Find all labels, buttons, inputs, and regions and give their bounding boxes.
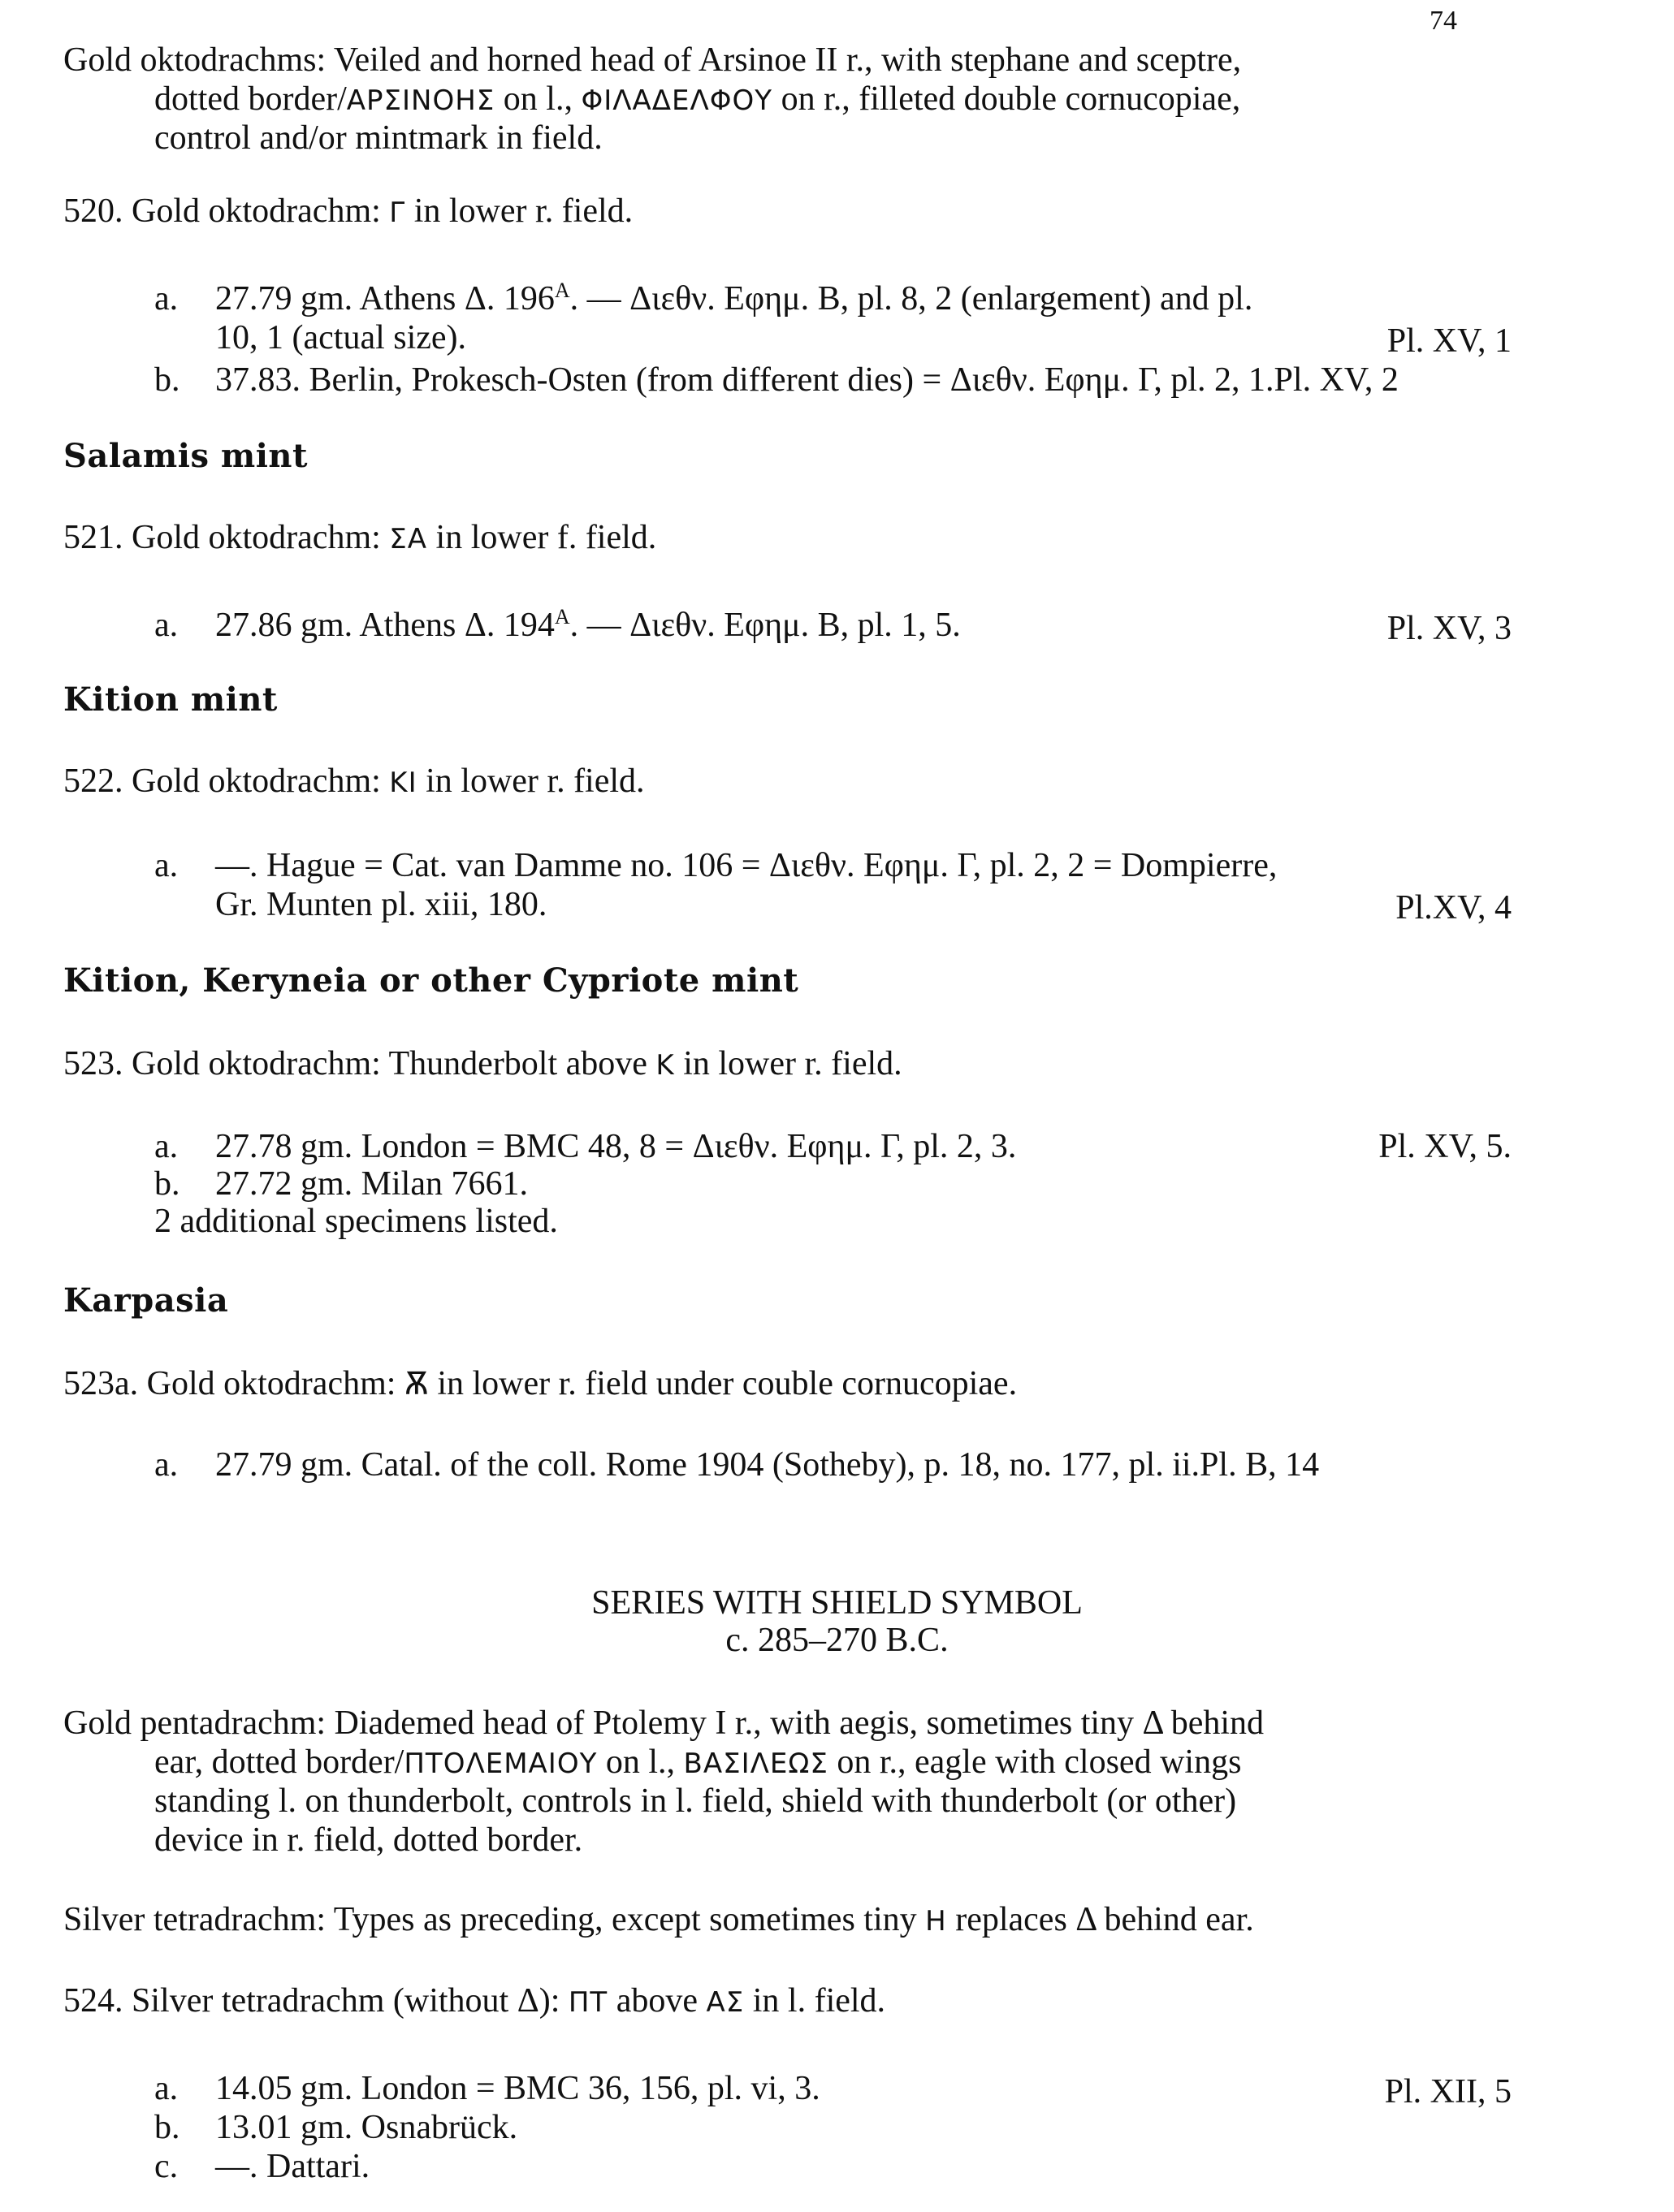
- entry-520-b-letter: b.: [154, 361, 180, 399]
- intro-line-3: control and/or mintmark in field.: [154, 119, 603, 157]
- entry-524-a-plate: Pl. XII, 5: [1384, 2073, 1512, 2110]
- entry-text: 523. Gold oktodrachm: Thunderbolt above: [63, 1045, 656, 1082]
- entry-524-c-letter: c.: [154, 2148, 179, 2185]
- greek-legend-ptolemaiou: ΠΤΟΛΕΜΑΙΟΥ: [404, 1748, 598, 1780]
- entry-520-b-line: 37.83. Berlin, Prokesch-Osten (from different dies) = Διεθν. Εφημ. Γ, pl. 2, 1.Pl. XV, 2: [215, 361, 1399, 399]
- entry-523-title: [63, 1044, 902, 1085]
- entry-521-a-line: [215, 606, 961, 645]
- entry-text: above: [608, 1982, 707, 2020]
- entry-520-title: [63, 192, 633, 232]
- para-text: replaces Δ behind ear.: [946, 1901, 1254, 1938]
- entry-524-b-letter: b.: [154, 2109, 180, 2146]
- entry-text: 521. Gold oktodrachm:: [63, 519, 390, 556]
- para-text: on r., eagle with closed wings: [828, 1743, 1242, 1781]
- entry-text: 523a. Gold oktodrachm:: [63, 1365, 404, 1402]
- tetradrachm-line: [63, 1900, 1254, 1941]
- pentadrachm-line-2: [154, 1743, 1241, 1783]
- mintmark-symbol: Γ: [389, 197, 406, 229]
- entry-text: in lower f. field.: [427, 519, 657, 556]
- entry-text: 27.79 gm. Athens Δ. 196: [215, 280, 555, 318]
- entry-text: in lower r. field.: [417, 763, 645, 800]
- mintmark-symbol: ΠΤ: [568, 1986, 608, 2019]
- mintmark-symbol: ΚΙ: [389, 767, 417, 799]
- entry-524-a-line: 14.05 gm. London = BMC 36, 156, pl. vi, 3.: [215, 2070, 820, 2107]
- entry-text: 520. Gold oktodrachm:: [63, 192, 390, 230]
- entry-522-a-plate: Pl.XV, 4: [1395, 889, 1512, 927]
- entry-text: 524. Silver tetradrachm (without Δ):: [63, 1982, 569, 2020]
- entry-524-b-line: 13.01 gm. Osnabrück.: [215, 2109, 518, 2146]
- entry-521-a-letter: a.: [154, 607, 179, 644]
- mintmark-symbol: Η: [925, 1905, 947, 1938]
- entry-522-a-letter: a.: [154, 847, 179, 884]
- entry-520-a-line1: [215, 279, 1252, 318]
- series-title: SERIES WITH SHIELD SYMBOL: [591, 1584, 1083, 1622]
- entry-524-a-letter: a.: [154, 2070, 179, 2107]
- intro-text: on r., filleted double cornucopiae,: [772, 80, 1241, 118]
- entry-522-a-line1: —. Hague = Cat. van Damme no. 106 = Διεθν. Εφημ. Γ, pl. 2, 2 = Dompierre,: [215, 847, 1278, 884]
- intro-text: on l.,: [495, 80, 582, 118]
- entry-text: in lower r. field under couble cornucopiae.: [428, 1365, 1018, 1402]
- entry-text: in lower r. field.: [405, 192, 634, 230]
- para-text: Silver tetradrachm: Types as preceding, except sometimes tiny: [63, 1901, 926, 1938]
- entry-524-c-line: —. Dattari.: [215, 2148, 370, 2185]
- page-number: 74: [1430, 6, 1457, 36]
- para-text: ear, dotted border/: [154, 1743, 404, 1781]
- greek-legend-basileos: ΒΑΣΙΛΕΩΣ: [683, 1748, 828, 1780]
- entry-523-note: 2 additional specimens listed.: [154, 1203, 558, 1240]
- monogram-symbol: Ѫ: [404, 1366, 429, 1402]
- entry-text: . — Διεθν. Εφημ. Β, pl. 8, 2 (enlargement) and pl.: [569, 280, 1253, 318]
- entry-522-a-line2: Gr. Munten pl. xiii, 180.: [215, 886, 547, 923]
- entry-text: . — Διεθν. Εφημ. Β, pl. 1, 5.: [569, 607, 961, 644]
- entry-text: 27.86 gm. Athens Δ. 194: [215, 607, 555, 644]
- pentadrachm-line-4: device in r. field, dotted border.: [154, 1821, 583, 1859]
- entry-520-a-letter: a.: [154, 280, 179, 318]
- entry-523-b-line: 27.72 gm. Milan 7661.: [215, 1165, 528, 1203]
- mintmark-symbol: ΣΑ: [389, 523, 428, 555]
- entry-text: 522. Gold oktodrachm:: [63, 763, 390, 800]
- entry-522-title: [63, 762, 645, 802]
- pentadrachm-line-1: Gold pentadrachm: Diademed head of Ptolemy I r., with aegis, sometimes tiny Δ behind: [63, 1704, 1265, 1742]
- entry-text: in l. field.: [744, 1982, 886, 2020]
- entry-523-b-letter: b.: [154, 1165, 180, 1203]
- entry-523-a-line: 27.78 gm. London = BMC 48, 8 = Διεθν. Εφημ. Γ, pl. 2, 3.: [215, 1128, 1017, 1165]
- monogram-symbol: ΑΣ: [706, 1986, 745, 2019]
- greek-legend-arsinoes: ΑΡΣΙΝΟΗΣ: [346, 84, 495, 117]
- section-heading-salamis: Salamis mint: [63, 437, 308, 475]
- entry-523a-a-letter: a.: [154, 1446, 179, 1484]
- intro-text: dotted border/: [154, 80, 347, 118]
- intro-line-2: [154, 80, 1240, 120]
- entry-523-a-plate: Pl. XV, 5.: [1378, 1128, 1512, 1165]
- section-heading-kition: Kition mint: [63, 680, 278, 719]
- section-heading-cypriote: Kition, Keryneia or other Cypriote mint: [63, 961, 799, 1000]
- entry-521-title: [63, 518, 656, 559]
- entry-520-a-plate: Pl. XV, 1: [1386, 322, 1512, 360]
- para-text: on l.,: [597, 1743, 684, 1781]
- greek-legend-philadelphou: ΦΙΛΑΔΕΛΦΟΥ: [581, 84, 773, 117]
- mintmark-symbol: Κ: [655, 1049, 675, 1082]
- entry-523-a-letter: a.: [154, 1128, 179, 1165]
- section-heading-karpasia: Karpasia: [63, 1281, 229, 1320]
- superscript: A: [554, 279, 570, 302]
- entry-524-title: [63, 1981, 885, 2022]
- entry-521-a-plate: Pl. XV, 3: [1386, 610, 1512, 647]
- entry-text: in lower r. field.: [674, 1045, 902, 1082]
- entry-523a-title: [63, 1364, 1017, 1403]
- entry-520-a-line2: 10, 1 (actual size).: [215, 319, 467, 356]
- intro-line-1: Gold oktodrachms: Veiled and horned head of Arsinoe II r., with stephane and sceptre,: [63, 41, 1242, 79]
- entry-523a-a-line: 27.79 gm. Catal. of the coll. Rome 1904 (Sotheby), p. 18, no. 177, pl. ii.Pl. B, 14: [215, 1446, 1320, 1484]
- pentadrachm-line-3: standing l. on thunderbolt, controls in l. field, shield with thunderbolt (or other): [154, 1782, 1237, 1820]
- superscript: A: [554, 605, 570, 629]
- series-date: c. 285–270 B.C.: [725, 1622, 949, 1659]
